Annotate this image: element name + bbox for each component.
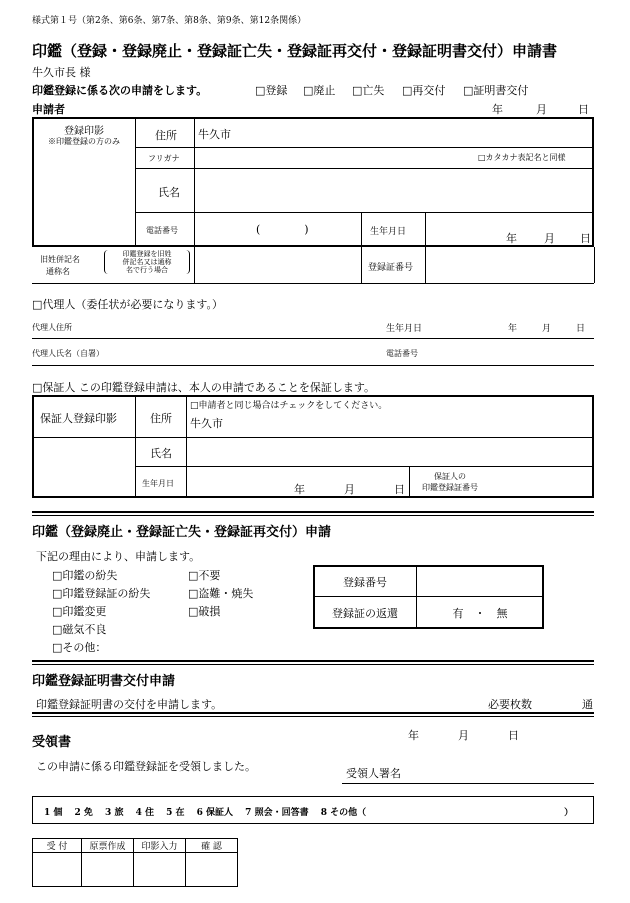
- count-unit: 通: [582, 698, 593, 711]
- reason-other[interactable]: □その他：: [52, 641, 107, 654]
- applicant-seal-note: ※印鑑登録の方のみ: [48, 137, 120, 146]
- proxy-birth-label: 生年月日: [386, 324, 423, 334]
- office-col-seal-input: 印影入力: [134, 839, 186, 853]
- proxy-phone-label: 電話番号: [386, 349, 418, 358]
- office-table: [32, 838, 238, 887]
- office-cell-reception[interactable]: [33, 853, 82, 887]
- applicant-name-label: 氏名: [158, 186, 180, 199]
- receipt-day: 日: [508, 729, 519, 742]
- office-cell-seal-input[interactable]: [134, 853, 186, 887]
- old-name-label: 旧姓併記名: [40, 255, 80, 264]
- return-option[interactable]: 有 ・ 無: [452, 607, 508, 620]
- section2-title: 印鑑（登録廃止・登録証亡失・登録証再交付）申請: [32, 525, 332, 540]
- applicant-name-field[interactable]: [198, 170, 590, 210]
- guarantor-seal-area[interactable]: [36, 440, 132, 495]
- reg-cert-label: 登録証番号: [368, 263, 414, 273]
- form-title: 印鑑（登録・登録廃止・登録証亡失・登録証再交付・登録証明書交付）申請書: [32, 42, 558, 60]
- proxy-heading[interactable]: □代理人（委任状が必要になります。）: [32, 298, 224, 311]
- office-cell-confirm[interactable]: [186, 853, 238, 887]
- count-label: 必要枚数: [488, 698, 532, 711]
- proxy-birth-year: 年: [508, 324, 518, 334]
- reason-damage[interactable]: □破損: [188, 605, 221, 618]
- receipt-text: この申請に係る印鑑登録証を受領しました。: [36, 760, 256, 773]
- receipt-month: 月: [458, 729, 469, 742]
- proxy-name-label: 代理人氏名（自署）: [32, 349, 104, 358]
- reg-no-label: 登録番号: [343, 576, 387, 589]
- proxy-birth-month: 月: [542, 324, 552, 334]
- form-number: 様式第１号（第2条、第6条、第7条、第8条、第9条、第12条関係）: [32, 16, 307, 26]
- applicant-address-label: 住所: [155, 129, 177, 142]
- applicant-label: 申請者: [32, 103, 65, 116]
- request-type-certificate[interactable]: □証明書交付: [463, 84, 529, 97]
- guarantor-seal-label: 保証人登録印影: [40, 412, 117, 425]
- request-type-register[interactable]: □登録: [255, 84, 288, 97]
- guarantor-birth-day: 日: [394, 483, 405, 496]
- alias-name-label: 通称名: [46, 267, 70, 276]
- date-month: 月: [536, 103, 547, 116]
- applicant-phone-field[interactable]: ( ): [256, 223, 309, 236]
- date-year: 年: [492, 103, 503, 116]
- request-type-lost[interactable]: □亡失: [352, 84, 385, 97]
- reason-card-lost[interactable]: □印鑑登録証の紛失: [52, 587, 151, 600]
- request-type-abolish[interactable]: □廃止: [303, 84, 336, 97]
- office-cell-original[interactable]: [82, 853, 134, 887]
- guarantor-name-field[interactable]: [190, 440, 590, 464]
- office-col-original: 原票作成: [82, 839, 134, 853]
- return-label: 登録証の返還: [332, 607, 398, 620]
- applicant-birth-day: 日: [580, 232, 591, 245]
- reason-magnetic[interactable]: □磁気不良: [52, 623, 107, 636]
- reg-no-field[interactable]: [419, 568, 541, 594]
- guarantor-cert-label: 保証人の 印鑑登録証番号: [422, 472, 478, 492]
- old-name-note: 印鑑登録を旧姓 併記名又は通称 名で行う場合: [104, 250, 190, 274]
- intro-text: 印鑑登録に係る次の申請をします。: [32, 84, 208, 97]
- reason-seal-change[interactable]: □印鑑変更: [52, 605, 107, 618]
- guarantor-birth-label: 生年月日: [142, 479, 174, 488]
- reason-unneeded[interactable]: □不要: [188, 569, 221, 582]
- proxy-birth-day: 日: [576, 324, 586, 334]
- section3-title: 印鑑登録証明書交付申請: [32, 674, 176, 689]
- guarantor-name-label: 氏名: [150, 447, 172, 460]
- applicant-birth-label: 生年月日: [370, 227, 407, 237]
- applicant-furigana-label: フリガナ: [148, 154, 180, 163]
- section2-lead: 下記の理由により、申請します。: [36, 550, 201, 563]
- proxy-address-label: 代理人住所: [32, 323, 72, 332]
- applicant-phone-label: 電話番号: [146, 226, 178, 235]
- reason-seal-lost[interactable]: □印鑑の紛失: [52, 569, 118, 582]
- guarantor-birth-month: 月: [344, 483, 355, 496]
- date-day: 日: [578, 103, 589, 116]
- signature-label: 受領人署名: [346, 767, 401, 780]
- guarantor-birth-year: 年: [294, 483, 305, 496]
- request-type-reissue[interactable]: □再交付: [402, 84, 446, 97]
- guarantor-same-checkbox[interactable]: □申請者と同じ場合はチェックをしてください。: [190, 401, 388, 411]
- applicant-birth-year: 年: [506, 232, 517, 245]
- code-list: 1 個 2 免 3 旅 4 住 5 在 6 保証人 7 照会・回答書 8 その他（ ）: [44, 808, 574, 818]
- section3-lead: 印鑑登録証明書の交付を申請します。: [36, 698, 223, 711]
- applicant-birth-month: 月: [544, 232, 555, 245]
- reason-theft[interactable]: □盗難・焼失: [188, 587, 254, 600]
- receipt-title: 受領書: [32, 735, 72, 750]
- office-col-reception: 受 付: [33, 839, 82, 853]
- applicant-seal-label: 登録印影: [64, 126, 104, 137]
- guarantor-address-field[interactable]: 牛久市: [190, 417, 223, 430]
- guarantor-heading[interactable]: □保証人 この印鑑登録申請は、本人の申請であることを保証します。: [32, 381, 376, 394]
- addressee: 牛久市長 様: [32, 66, 91, 79]
- guarantor-address-label: 住所: [150, 412, 172, 425]
- receipt-year: 年: [408, 729, 419, 742]
- katakana-checkbox[interactable]: □カタカナ表記名と同様: [478, 153, 566, 162]
- applicant-seal-area[interactable]: [36, 150, 132, 244]
- office-col-confirm: 確 認: [186, 839, 238, 853]
- applicant-address-field[interactable]: 牛久市: [198, 128, 231, 141]
